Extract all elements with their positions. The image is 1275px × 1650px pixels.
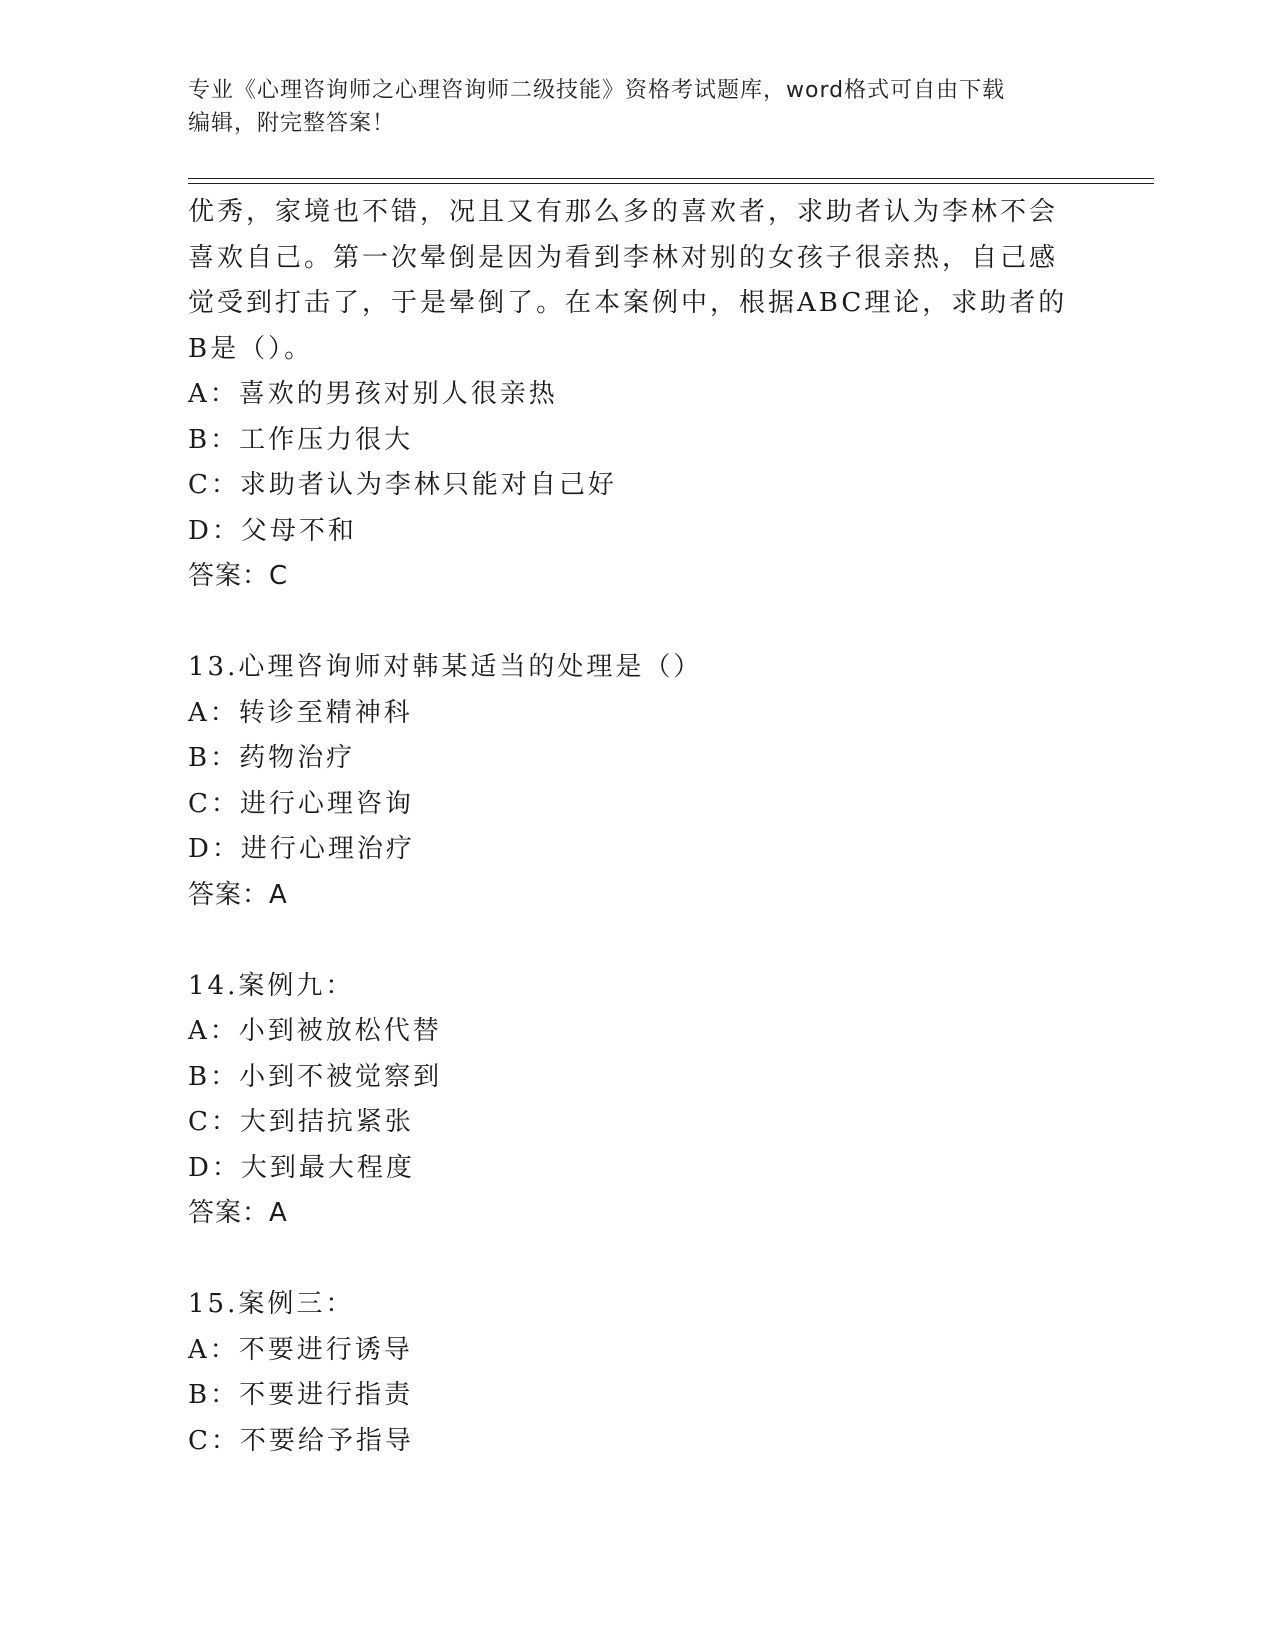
question-13-stem: 13.心理咨询师对韩某适当的处理是（） (188, 652, 703, 682)
header-divider-bottom (188, 183, 1154, 184)
question-12-option-b: B：工作压力很大 (188, 424, 414, 455)
question-15 (188, 1282, 1068, 1464)
question-12 (188, 190, 1068, 600)
question-12-stem-line-1: 优秀，家境也不错，况且又有那么多的喜欢者，求助者认为李林不会 (188, 197, 1059, 227)
question-13-option-d: D：进行心理治疗 (188, 834, 415, 864)
question-15-option-b: B：不要进行指责 (188, 1380, 414, 1410)
question-13-option-c: C：进行心理咨询 (188, 788, 414, 819)
question-14-option-d: D：大到最大程度 (188, 1152, 415, 1183)
header-line-2: 编辑，附完整答案！ (188, 111, 396, 136)
question-14-answer: 答案：A (188, 1198, 288, 1228)
question-15-stem: 15.案例三： (188, 1289, 355, 1319)
question-13-option-a: A：转诊至精神科 (188, 697, 413, 728)
question-14 (188, 964, 1068, 1237)
question-12-stem-line-3: 觉受到打击了，于是晕倒了。在本案例中，根据ABC理论，求助者的 (188, 288, 1068, 318)
question-14-option-c: C：大到拮抗紧张 (188, 1107, 414, 1137)
question-12-stem-line-4: B是（）。 (188, 333, 314, 364)
question-spacer (188, 1237, 1088, 1283)
header-line-1: 专业《心理咨询师之心理咨询师二级技能》资格考试题库，word格式可自由下载 (188, 78, 1006, 103)
question-15-option-a: A：不要进行诱导 (188, 1334, 413, 1365)
page-header (188, 74, 1068, 140)
question-14-stem: 14.案例九： (188, 970, 355, 1001)
question-12-stem-line-2: 喜欢自己。第一次晕倒是因为看到李林对别的女孩子很亲热，自己感 (188, 242, 1059, 273)
question-13-option-b: B：药物治疗 (188, 743, 356, 773)
question-15-option-c: C：不要给予指导 (188, 1425, 414, 1456)
header-divider-top (188, 178, 1154, 179)
question-spacer (188, 918, 1088, 964)
question-12-option-a: A：喜欢的男孩对别人很亲热 (188, 379, 558, 409)
question-14-option-b: B：小到不被觉察到 (188, 1061, 443, 1092)
question-13 (188, 645, 1068, 918)
question-14-option-a: A：小到被放松代替 (188, 1016, 442, 1046)
question-12-answer: 答案：C (188, 561, 289, 591)
question-12-option-c: C：求助者认为李林只能对自己好 (188, 470, 617, 500)
question-spacer (188, 600, 1088, 646)
question-13-answer: 答案：A (188, 879, 288, 910)
question-12-option-d: D：父母不和 (188, 515, 357, 546)
question-content (188, 190, 1088, 1464)
